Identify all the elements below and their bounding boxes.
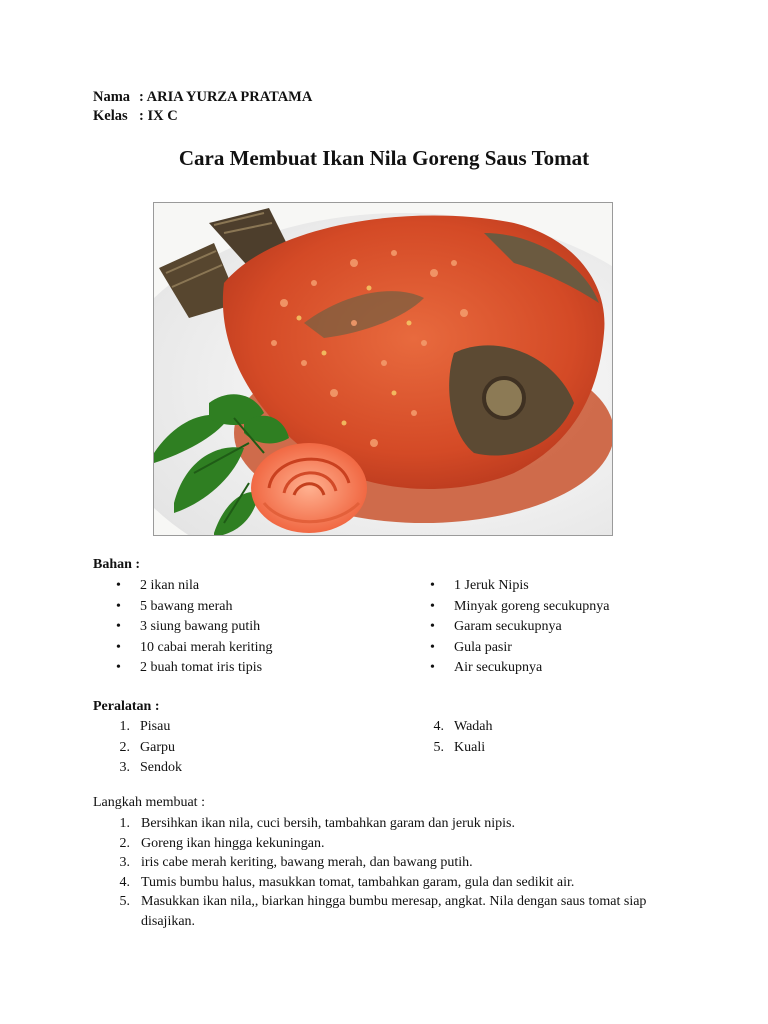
list-item: • 2 ikan nila xyxy=(116,576,273,597)
tomato-rose-garnish xyxy=(251,443,367,533)
fried-fish-photo xyxy=(153,202,613,536)
list-item: • 2 buah tomat iris tipis xyxy=(116,658,273,679)
item-number: 3. xyxy=(119,760,130,776)
list-item: • Gula pasir xyxy=(430,638,610,659)
ingredients-list-left xyxy=(116,576,273,679)
step-number: 1. xyxy=(119,816,130,831)
list-item: • 5 bawang merah xyxy=(116,597,273,618)
list-item xyxy=(116,758,182,779)
step-number: 5. xyxy=(119,894,130,910)
list-item xyxy=(116,873,676,893)
page-title: Cara Membuat Ikan Nila Goreng Saus Tomat xyxy=(178,146,590,170)
list-item xyxy=(116,892,676,931)
item-text: Sendok xyxy=(140,760,182,776)
list-item xyxy=(430,738,493,759)
list-item: • 1 Jeruk Nipis xyxy=(430,576,610,597)
list-item xyxy=(430,717,493,738)
ingredients-list-right xyxy=(430,576,610,679)
list-item xyxy=(116,717,182,738)
student-name-line: Nama : ARIA YURZA PRATAMA xyxy=(93,89,313,105)
student-class-line: Kelas : IX C xyxy=(93,108,178,124)
class-label: Kelas xyxy=(93,108,128,124)
item-number: 2. xyxy=(119,739,130,755)
tools-list-right xyxy=(430,717,493,758)
tools-list-left xyxy=(116,717,182,779)
steps-list xyxy=(116,814,676,932)
name-label: Nama xyxy=(93,89,131,105)
list-item: • 10 cabai merah keriting xyxy=(116,638,273,659)
fried-fish-illustration xyxy=(154,203,613,536)
step-number: 2. xyxy=(119,835,130,851)
fish-eye xyxy=(484,378,524,418)
list-item xyxy=(116,814,676,834)
list-item: • Minyak goreng secukupnya xyxy=(430,597,610,618)
class-value: IX C xyxy=(147,108,178,124)
step-text: iris cabe merah keriting, bawang merah, dan bawang putih. xyxy=(141,855,473,871)
step-text: Bersihkan ikan nila, cuci bersih, tambahkan garam dan jeruk nipis. xyxy=(141,816,516,831)
tools-heading: Peralatan : xyxy=(93,699,160,714)
item-number: 5. xyxy=(433,739,444,755)
list-item xyxy=(116,853,676,873)
name-value: ARIA YURZA PRATAMA xyxy=(146,89,313,105)
step-text: Goreng ikan hingga kekuningan. xyxy=(141,835,325,851)
item-text: Kuali xyxy=(454,739,486,755)
list-item: • 3 siung bawang putih xyxy=(116,617,273,638)
steps-heading: Langkah membuat : xyxy=(93,795,205,810)
item-text: Garpu xyxy=(140,739,175,755)
list-item: • Garam secukupnya xyxy=(430,617,610,638)
list-item xyxy=(116,738,182,759)
item-text: Wadah xyxy=(454,719,493,734)
step-text: Masukkan ikan nila,, biarkan hingga bumbu meresap, angkat. Nila dengan saus tomat siap disajikan. xyxy=(141,894,647,929)
list-item: • Air secukupnya xyxy=(430,658,610,679)
item-text: Pisau xyxy=(140,719,171,734)
step-text: Tumis bumbu halus, masukkan tomat, tambahkan garam, gula dan sedikit air. xyxy=(141,874,575,890)
step-number: 3. xyxy=(119,855,130,871)
list-item xyxy=(116,834,676,854)
item-number: 4. xyxy=(433,719,444,734)
ingredients-heading: Bahan : xyxy=(93,557,141,572)
item-number: 1. xyxy=(119,719,130,734)
step-number: 4. xyxy=(119,874,130,890)
